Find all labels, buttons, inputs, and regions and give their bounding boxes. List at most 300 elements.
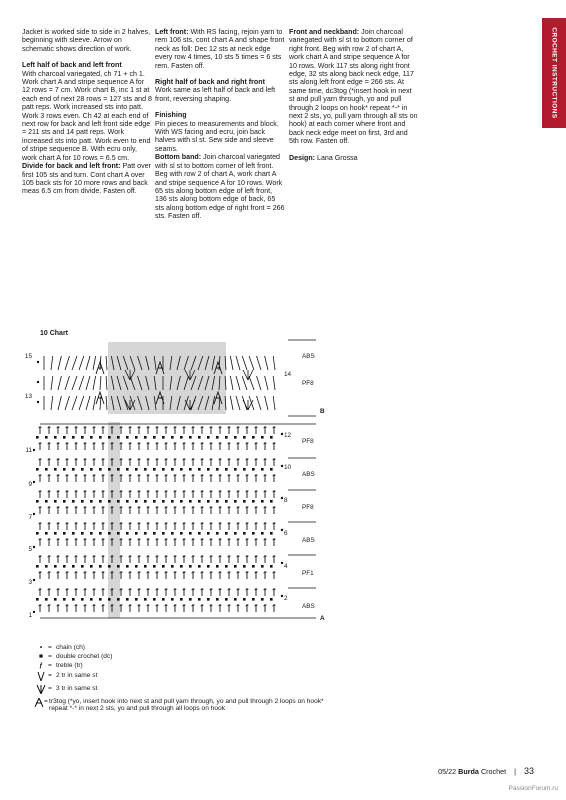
dc-stitch bbox=[207, 436, 210, 439]
treble-stitch bbox=[219, 604, 222, 612]
treble-stitch bbox=[183, 555, 186, 563]
treble-stitch bbox=[100, 376, 101, 390]
treble-stitch bbox=[156, 571, 159, 579]
chain-stitch bbox=[33, 449, 35, 451]
dc-stitch bbox=[216, 500, 219, 503]
treble-stitch bbox=[39, 458, 42, 466]
treble-stitch bbox=[75, 426, 78, 434]
treble-stitch bbox=[84, 538, 87, 546]
dc-stitch bbox=[36, 436, 39, 439]
treble-stitch bbox=[102, 538, 105, 546]
dc-stitch bbox=[63, 598, 66, 601]
treble-stitch bbox=[147, 426, 150, 434]
dc-stitch bbox=[198, 565, 201, 568]
dc-stitch bbox=[234, 468, 237, 471]
treble-stitch bbox=[237, 506, 240, 514]
dc-stitch bbox=[261, 500, 264, 503]
treble-stitch bbox=[228, 555, 231, 563]
paragraph: Pin pieces to measurements and block. With WS facing and ecru, join back halves with sl st. Sew side and sleeve seams. bbox=[155, 119, 279, 153]
treble-stitch bbox=[66, 490, 69, 498]
treble-stitch bbox=[84, 588, 87, 596]
treble-stitch bbox=[129, 490, 132, 498]
treble-stitch bbox=[228, 442, 231, 450]
chain-stitch bbox=[33, 481, 35, 483]
chart-title: 10 Chart bbox=[40, 330, 69, 337]
treble-stitch bbox=[39, 442, 42, 450]
treble-stitch bbox=[93, 396, 96, 410]
treble-stitch bbox=[84, 506, 87, 514]
stripe-label: ABS bbox=[302, 353, 315, 360]
treble-stitch bbox=[129, 426, 132, 434]
treble-stitch bbox=[210, 458, 213, 466]
heading-left-half: Left half of back and left front bbox=[22, 61, 122, 70]
treble-stitch bbox=[210, 538, 213, 546]
row-number: 3 bbox=[28, 579, 32, 586]
dc-stitch bbox=[135, 565, 138, 568]
dc-stitch bbox=[270, 565, 273, 568]
dc-stitch bbox=[243, 500, 246, 503]
treble-stitch bbox=[39, 555, 42, 563]
dc-stitch bbox=[99, 500, 102, 503]
treble-stitch bbox=[48, 588, 51, 596]
treble-stitch bbox=[192, 426, 195, 434]
treble-stitch bbox=[129, 522, 132, 530]
dc-stitch bbox=[162, 468, 165, 471]
dc-stitch bbox=[81, 565, 84, 568]
treble-stitch bbox=[192, 442, 195, 450]
treble-stitch bbox=[84, 571, 87, 579]
treble-stitch bbox=[75, 458, 78, 466]
treble-stitch bbox=[255, 555, 258, 563]
treble-stitch bbox=[129, 506, 132, 514]
dc-stitch bbox=[144, 598, 147, 601]
treble-stitch bbox=[219, 458, 222, 466]
treble-stitch bbox=[57, 506, 60, 514]
treble-stitch bbox=[201, 538, 204, 546]
treble-stitch bbox=[236, 376, 240, 390]
treble-stitch bbox=[39, 538, 42, 546]
treble-stitch bbox=[183, 426, 186, 434]
treble-stitch bbox=[93, 490, 96, 498]
chain-stitch bbox=[281, 529, 283, 531]
chain-symbol: • bbox=[39, 644, 43, 651]
treble-stitch bbox=[66, 474, 69, 482]
chain-stitch bbox=[37, 361, 39, 363]
treble-stitch bbox=[273, 588, 276, 596]
dc-stitch bbox=[63, 500, 66, 503]
treble-stitch bbox=[57, 571, 60, 579]
treble-stitch bbox=[84, 474, 87, 482]
treble-stitch bbox=[237, 604, 240, 612]
heading-design: Design: bbox=[289, 153, 316, 162]
treble-stitch bbox=[219, 490, 222, 498]
dc-stitch bbox=[45, 532, 48, 535]
dc-stitch bbox=[261, 598, 264, 601]
treble-stitch bbox=[65, 356, 69, 370]
dc-stitch bbox=[54, 565, 57, 568]
treble-stitch bbox=[66, 522, 69, 530]
treble-stitch bbox=[165, 522, 168, 530]
dc-stitch bbox=[144, 436, 147, 439]
treble-stitch bbox=[228, 604, 231, 612]
dc-stitch bbox=[234, 565, 237, 568]
treble-stitch bbox=[165, 506, 168, 514]
treble-stitch bbox=[165, 442, 168, 450]
dc-stitch bbox=[261, 436, 264, 439]
treble-stitch bbox=[129, 588, 132, 596]
treble-stitch bbox=[228, 522, 231, 530]
dc-stitch bbox=[81, 598, 84, 601]
treble-stitch bbox=[219, 571, 222, 579]
treble-stitch bbox=[57, 522, 60, 530]
dc-stitch bbox=[216, 468, 219, 471]
treble-stitch bbox=[273, 555, 276, 563]
treble-stitch bbox=[273, 442, 276, 450]
treble-stitch bbox=[48, 506, 51, 514]
dc-stitch bbox=[216, 436, 219, 439]
dc-stitch bbox=[270, 468, 273, 471]
dc-stitch bbox=[99, 565, 102, 568]
treble-stitch bbox=[264, 588, 267, 596]
heading-front-neckband: Front and neckband: bbox=[289, 28, 360, 36]
chain-stitch bbox=[37, 401, 39, 403]
treble-stitch bbox=[236, 396, 240, 410]
treble-stitch bbox=[147, 571, 150, 579]
dc-stitch bbox=[126, 598, 129, 601]
section-label-b: B bbox=[320, 408, 325, 415]
treble-stitch bbox=[138, 426, 141, 434]
treble-stitch bbox=[156, 604, 159, 612]
treble-stitch bbox=[147, 522, 150, 530]
treble-stitch bbox=[255, 506, 258, 514]
treble-stitch bbox=[72, 396, 77, 410]
dc-stitch bbox=[189, 598, 192, 601]
treble-stitch bbox=[273, 604, 276, 612]
treble-stitch bbox=[236, 356, 240, 370]
dc-stitch bbox=[243, 598, 246, 601]
dc-stitch bbox=[54, 532, 57, 535]
treble-stitch bbox=[174, 458, 177, 466]
dc-stitch bbox=[126, 500, 129, 503]
dc-stitch bbox=[270, 500, 273, 503]
treble-stitch bbox=[228, 458, 231, 466]
dc-symbol: ■ bbox=[39, 653, 43, 661]
dc-stitch bbox=[108, 532, 111, 535]
section-label-a: A bbox=[320, 615, 325, 622]
dc-stitch bbox=[234, 598, 237, 601]
dc-stitch bbox=[171, 468, 174, 471]
treble-stitch bbox=[57, 555, 60, 563]
treble-stitch bbox=[246, 604, 249, 612]
dc-stitch bbox=[234, 500, 237, 503]
dc-stitch bbox=[225, 532, 228, 535]
dc-stitch bbox=[81, 468, 84, 471]
dc-stitch bbox=[72, 500, 75, 503]
dc-stitch bbox=[153, 500, 156, 503]
chain-stitch bbox=[281, 497, 283, 499]
treble-stitch bbox=[66, 442, 69, 450]
treble-stitch bbox=[237, 474, 240, 482]
dc-stitch bbox=[72, 598, 75, 601]
treble-stitch bbox=[255, 442, 258, 450]
treble-stitch bbox=[192, 522, 195, 530]
treble-stitch bbox=[102, 442, 105, 450]
treble-stitch bbox=[93, 506, 96, 514]
treble-stitch bbox=[48, 522, 51, 530]
treble-stitch bbox=[129, 604, 132, 612]
treble-stitch bbox=[65, 396, 69, 410]
dc-stitch bbox=[72, 532, 75, 535]
treble-stitch bbox=[183, 458, 186, 466]
dc-stitch bbox=[252, 565, 255, 568]
dc-stitch bbox=[99, 598, 102, 601]
treble-stitch bbox=[264, 426, 267, 434]
treble-stitch bbox=[174, 490, 177, 498]
dc-stitch bbox=[162, 532, 165, 535]
treble-stitch bbox=[230, 356, 233, 370]
dc-stitch bbox=[162, 565, 165, 568]
treble-stitch bbox=[129, 571, 132, 579]
treble-stitch bbox=[147, 490, 150, 498]
treble-stitch bbox=[48, 442, 51, 450]
dc-stitch bbox=[153, 468, 156, 471]
treble-stitch bbox=[228, 474, 231, 482]
treble-stitch bbox=[201, 426, 204, 434]
treble-stitch bbox=[264, 490, 267, 498]
treble-stitch bbox=[273, 474, 276, 482]
dc-stitch bbox=[117, 598, 120, 601]
treble-stitch bbox=[102, 490, 105, 498]
treble-stitch bbox=[273, 426, 276, 434]
treble-stitch bbox=[255, 588, 258, 596]
treble-stitch bbox=[246, 588, 249, 596]
treble-stitch bbox=[192, 474, 195, 482]
repeat-shading-a bbox=[108, 422, 120, 618]
treble-stitch bbox=[51, 356, 53, 370]
treble-stitch bbox=[48, 474, 51, 482]
treble-stitch bbox=[183, 522, 186, 530]
paragraph: With RS facing, rejoin yarn to rem 106 sts, cont chart A and shape front neck as foll: Dec 12 sts at neck edge every row 4 times, 10 sts 5 times = 6 sts rem. Fasten off. bbox=[155, 28, 285, 70]
row-number: 14 bbox=[284, 371, 292, 378]
chain-stitch bbox=[33, 546, 35, 548]
treble-stitch bbox=[39, 571, 42, 579]
treble-stitch bbox=[86, 376, 90, 390]
treble-stitch bbox=[75, 588, 78, 596]
treble-stitch bbox=[102, 506, 105, 514]
treble-stitch bbox=[66, 426, 69, 434]
paragraph: Patt over first 105 sts and turn. Cont chart A over 105 back sts for 10 more rows and back meas 6.5 cm from divide. Fasten off. bbox=[22, 162, 151, 196]
treble-stitch bbox=[66, 538, 69, 546]
dc-stitch bbox=[45, 500, 48, 503]
treble-stitch bbox=[264, 522, 267, 530]
treble-stitch bbox=[255, 458, 258, 466]
dc-stitch bbox=[171, 532, 174, 535]
dc-stitch bbox=[261, 468, 264, 471]
treble-stitch bbox=[106, 376, 107, 390]
dc-stitch bbox=[234, 532, 237, 535]
treble-stitch bbox=[242, 356, 247, 370]
treble-stitch bbox=[174, 522, 177, 530]
dc-stitch bbox=[72, 436, 75, 439]
legend-tr3tog: = tr3tog (*yo, insert hook into next st and pull yarn through, yo and pull through 2 loops on hook* repeat *-* in next 2 sts, yo and pull through all loops on hook bbox=[34, 698, 334, 712]
treble-stitch bbox=[75, 571, 78, 579]
treble-stitch bbox=[58, 396, 61, 410]
paragraph: Join charcoal variegated with sl st to bottom corner of left front. Beg with row 2 of chart A, work chart A and stripe sequence A for 10 rows. Work 65 sts along bottom edge of left front, 136 sts along bottom edge of back, 65 sts along bottom edge of right front = 266 sts. Fasten off. bbox=[155, 153, 285, 221]
dc-stitch bbox=[81, 436, 84, 439]
treble-stitch bbox=[138, 604, 141, 612]
stripe-label: ABS bbox=[302, 603, 315, 610]
treble-stitch bbox=[39, 604, 42, 612]
dc-stitch bbox=[270, 532, 273, 535]
treble-stitch bbox=[75, 506, 78, 514]
dc-stitch bbox=[153, 532, 156, 535]
treble-stitch bbox=[156, 588, 159, 596]
chain-stitch bbox=[33, 579, 35, 581]
treble-stitch bbox=[48, 458, 51, 466]
dc-stitch bbox=[135, 436, 138, 439]
treble-stitch bbox=[264, 458, 267, 466]
treble-stitch bbox=[249, 376, 254, 390]
row-number: 15 bbox=[24, 353, 32, 360]
treble-stitch bbox=[138, 474, 141, 482]
treble-stitch bbox=[165, 458, 168, 466]
treble-stitch bbox=[84, 426, 87, 434]
dc-stitch bbox=[243, 532, 246, 535]
dc-stitch bbox=[180, 500, 183, 503]
dc-stitch bbox=[162, 500, 165, 503]
treble-stitch bbox=[84, 522, 87, 530]
treble-stitch bbox=[66, 506, 69, 514]
dc-stitch bbox=[198, 436, 201, 439]
treble-stitch bbox=[201, 506, 204, 514]
row-number: 13 bbox=[24, 393, 32, 400]
dc-stitch bbox=[207, 598, 210, 601]
dc-stitch bbox=[135, 598, 138, 601]
stripe-label: ABS bbox=[302, 471, 315, 478]
dc-stitch bbox=[189, 565, 192, 568]
dc-stitch bbox=[126, 532, 129, 535]
dc-stitch bbox=[162, 598, 165, 601]
treble-symbol: ƒ bbox=[39, 662, 43, 670]
treble-stitch bbox=[84, 458, 87, 466]
treble-stitch bbox=[246, 538, 249, 546]
treble-stitch bbox=[255, 426, 258, 434]
treble-stitch bbox=[147, 474, 150, 482]
dc-stitch bbox=[36, 500, 39, 503]
dc-stitch bbox=[54, 436, 57, 439]
treble-stitch bbox=[156, 506, 159, 514]
treble-stitch bbox=[246, 458, 249, 466]
dc-stitch bbox=[135, 532, 138, 535]
watermark: PassionForum.ru bbox=[508, 785, 558, 792]
treble-stitch bbox=[93, 356, 96, 370]
two-tr-icon bbox=[34, 672, 48, 683]
treble-stitch bbox=[237, 522, 240, 530]
legend-treble: ƒ = treble (tr) bbox=[34, 662, 334, 669]
treble-stitch bbox=[210, 442, 213, 450]
chain-stitch bbox=[281, 562, 283, 564]
treble-stitch bbox=[147, 555, 150, 563]
treble-stitch bbox=[129, 474, 132, 482]
treble-stitch bbox=[147, 604, 150, 612]
treble-stitch bbox=[174, 604, 177, 612]
treble-stitch bbox=[66, 571, 69, 579]
dc-stitch bbox=[144, 532, 147, 535]
heading-right-half: Right half of back and right front bbox=[155, 78, 265, 87]
treble-stitch bbox=[192, 555, 195, 563]
treble-stitch bbox=[246, 442, 249, 450]
treble-stitch bbox=[219, 538, 222, 546]
dc-stitch bbox=[153, 598, 156, 601]
treble-stitch bbox=[201, 490, 204, 498]
treble-stitch bbox=[39, 588, 42, 596]
dc-stitch bbox=[63, 436, 66, 439]
treble-stitch bbox=[48, 490, 51, 498]
treble-stitch bbox=[39, 506, 42, 514]
treble-stitch bbox=[138, 490, 141, 498]
treble-stitch bbox=[219, 588, 222, 596]
row-number: 10 bbox=[284, 464, 292, 471]
treble-stitch bbox=[138, 588, 141, 596]
heading-bottom-band: Bottom band: bbox=[155, 153, 202, 162]
treble-stitch bbox=[264, 506, 267, 514]
three-tr-icon bbox=[34, 685, 48, 696]
treble-stitch bbox=[66, 588, 69, 596]
treble-stitch bbox=[84, 555, 87, 563]
chain-stitch bbox=[281, 433, 283, 435]
treble-stitch bbox=[255, 474, 258, 482]
legend-2tr: = 2 tr in same st bbox=[34, 672, 334, 683]
treble-stitch bbox=[138, 555, 141, 563]
stripe-label: PF8 bbox=[302, 380, 314, 387]
dc-stitch bbox=[63, 565, 66, 568]
treble-stitch bbox=[219, 522, 222, 530]
paragraph: Work same as left half of back and left front, reversing shaping. bbox=[155, 86, 276, 103]
treble-stitch bbox=[75, 538, 78, 546]
treble-stitch bbox=[156, 522, 159, 530]
treble-stitch bbox=[102, 588, 105, 596]
treble-stitch bbox=[165, 571, 168, 579]
tr3tog-stitch bbox=[96, 362, 104, 374]
treble-stitch bbox=[237, 458, 240, 466]
dc-stitch bbox=[45, 565, 48, 568]
dc-stitch bbox=[36, 468, 39, 471]
treble-stitch bbox=[66, 458, 69, 466]
treble-stitch bbox=[201, 571, 204, 579]
treble-stitch bbox=[66, 555, 69, 563]
treble-stitch bbox=[102, 474, 105, 482]
treble-stitch bbox=[48, 604, 51, 612]
treble-stitch bbox=[273, 356, 275, 370]
dc-stitch bbox=[198, 468, 201, 471]
row-number: 1 bbox=[28, 612, 32, 619]
treble-stitch bbox=[138, 506, 141, 514]
treble-stitch bbox=[138, 571, 141, 579]
treble-stitch bbox=[129, 538, 132, 546]
treble-stitch bbox=[192, 458, 195, 466]
treble-stitch bbox=[165, 474, 168, 482]
dc-stitch bbox=[126, 565, 129, 568]
dc-stitch bbox=[90, 436, 93, 439]
dc-stitch bbox=[144, 500, 147, 503]
dc-stitch bbox=[90, 500, 93, 503]
dc-stitch bbox=[243, 468, 246, 471]
dc-stitch bbox=[126, 436, 129, 439]
dc-stitch bbox=[225, 436, 228, 439]
treble-stitch bbox=[39, 490, 42, 498]
treble-stitch bbox=[93, 458, 96, 466]
treble-stitch bbox=[156, 474, 159, 482]
